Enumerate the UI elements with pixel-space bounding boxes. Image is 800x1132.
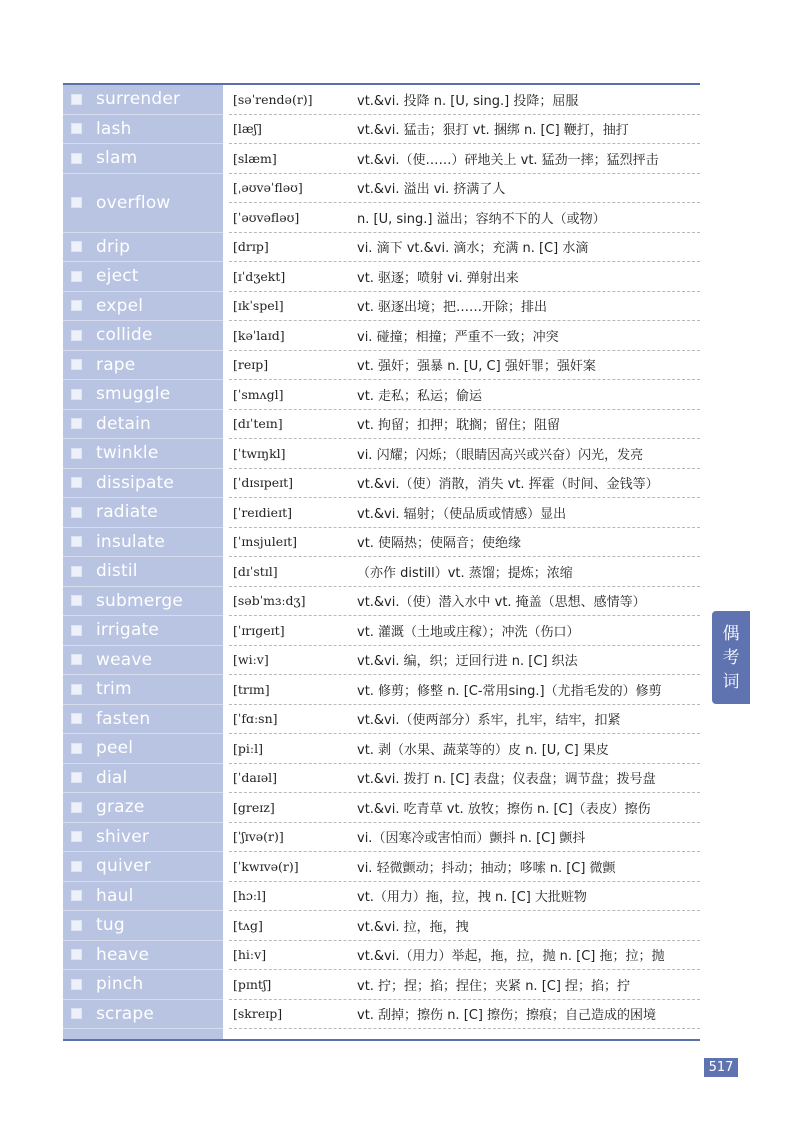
checkbox[interactable]: [71, 153, 82, 164]
definition-line: [229, 203, 700, 233]
headword: radiate: [96, 502, 158, 523]
definition-line: [229, 882, 700, 912]
definition-line: [229, 911, 700, 941]
phonetic: [wiːv]: [233, 652, 269, 668]
headword: slam: [96, 148, 138, 169]
headword: graze: [96, 797, 145, 818]
definition: vt. 驱逐；喷射 vi. 弹射出来: [357, 270, 519, 286]
vocab-row: [63, 1000, 700, 1030]
phonetic: [dɪˈstɪl]: [233, 563, 278, 579]
word-cell: [63, 292, 223, 322]
definition: vt.（用力）拖，拉，拽 n. [C] 大批赃物: [357, 890, 587, 906]
headword: detain: [96, 413, 152, 434]
vocabulary-table: [63, 85, 700, 1039]
definition: vt. 拘留；扣押；耽搁；留住；阻留: [357, 418, 561, 434]
definition-line: [229, 793, 700, 823]
word-cell: [63, 675, 223, 705]
word-cell: [63, 469, 223, 499]
checkbox[interactable]: [71, 654, 82, 665]
definition-line: [229, 764, 700, 794]
vocab-row: [63, 705, 700, 735]
word-cell: [63, 528, 223, 558]
word-cell: [63, 705, 223, 735]
section-tab-char: 考: [722, 647, 740, 668]
definition: vt.&vi.（使……）砰地关上 vt. 猛劲一摔；猛烈抨击: [357, 152, 659, 168]
checkbox[interactable]: [71, 713, 82, 724]
phonetic: [læʃ]: [233, 121, 262, 137]
word-cell: [63, 174, 223, 233]
definition: vt. 拧；捏；掐；捏住；夹紧 n. [C] 捏；掐；拧: [357, 978, 631, 994]
vocab-row: [63, 941, 700, 971]
checkbox[interactable]: [71, 595, 82, 606]
definition: vt. 灌溉（土地或庄稼）；冲洗（伤口）: [357, 624, 580, 640]
definition: vt. 刮掉；擦伤 n. [C] 擦伤；擦痕；自己造成的困境: [357, 1008, 657, 1024]
vocab-row: [63, 439, 700, 469]
word-cell: [63, 941, 223, 971]
headword: twinkle: [96, 443, 159, 464]
vocab-row: [63, 233, 700, 263]
vocab-row: [63, 292, 700, 322]
phonetic: [kəˈlaɪd]: [233, 327, 285, 343]
checkbox[interactable]: [71, 890, 82, 901]
vocab-row: [63, 970, 700, 1000]
checkbox[interactable]: [71, 448, 82, 459]
checkbox[interactable]: [71, 979, 82, 990]
definition-line: [229, 823, 700, 853]
bottom-rule: [63, 1039, 700, 1041]
checkbox[interactable]: [71, 566, 82, 577]
headword: peel: [96, 738, 134, 759]
headword: haul: [96, 885, 134, 906]
vocab-row: [63, 852, 700, 882]
headword: submerge: [96, 590, 183, 611]
phonetic: [reɪp]: [233, 357, 269, 373]
page-number: 517: [704, 1058, 738, 1077]
word-cell: [63, 882, 223, 912]
vocab-row: [63, 911, 700, 941]
phonetic: [dɪˈteɪn]: [233, 416, 283, 432]
word-cell: [63, 115, 223, 145]
definition-line: [229, 941, 700, 971]
phonetic: [hiːv]: [233, 947, 267, 963]
phonetic: [ˈreɪdieɪt]: [233, 504, 292, 520]
vocab-row: [63, 144, 700, 174]
vocab-row: [63, 675, 700, 705]
definition: vt.&vi. 溢出 vi. 挤满了人: [357, 182, 506, 198]
phonetic: [ˈəʊvəfləʊ]: [233, 209, 300, 225]
phonetic: [səbˈmɜːdʒ]: [233, 593, 306, 609]
definition: vt. 驱逐出境；把……开除；排出: [357, 300, 548, 316]
phonetic: [ɪˈdʒekt]: [233, 268, 286, 284]
definition: （亦作 distill）vt. 蒸馏；提炼；浓缩: [357, 565, 573, 581]
headword: quiver: [96, 856, 151, 877]
word-cell: [63, 970, 223, 1000]
word-cell: [63, 1000, 223, 1030]
definition: vt.&vi. 拨打 n. [C] 表盘；仪表盘；调节盘；拨号盘: [357, 772, 656, 788]
vocab-row: [63, 85, 700, 115]
definition: vt.&vi.（使两部分）系牢，扎牢，结牢，扣紧: [357, 713, 621, 729]
checkbox[interactable]: [71, 300, 82, 311]
headword: distil: [96, 561, 138, 582]
definition: vi. 轻微颤动；抖动；抽动；哆嗦 n. [C] 微颤: [357, 860, 616, 876]
checkbox[interactable]: [71, 1008, 82, 1019]
definition: vt.&vi. 拉，拖，拽: [357, 919, 469, 935]
vocab-row: [63, 882, 700, 912]
definition-line: [229, 587, 700, 617]
checkbox[interactable]: [71, 271, 82, 282]
phonetic: [ˈɪrɪgeɪt]: [233, 622, 285, 638]
definition-line: [229, 734, 700, 764]
phonetic: [ˈdɪsɪpeɪt]: [233, 475, 294, 491]
headword: fasten: [96, 708, 151, 729]
headword: irrigate: [96, 620, 160, 641]
word-cell: [63, 557, 223, 587]
definition: vt. 强奸；强暴 n. [U, C] 强奸罪；强奸案: [357, 359, 596, 375]
phonetic: [ˌəʊvəˈfləʊ]: [233, 180, 303, 196]
checkbox[interactable]: [71, 241, 82, 252]
headword: weave: [96, 649, 153, 670]
definition-line: [229, 262, 700, 292]
word-cell: [63, 85, 223, 115]
checkbox[interactable]: [71, 536, 82, 547]
phonetic: [ˈdaɪəl]: [233, 770, 278, 786]
checkbox[interactable]: [71, 389, 82, 400]
headword: overflow: [96, 192, 171, 213]
definition-line: [229, 675, 700, 705]
phonetic: [hɔːl]: [233, 888, 267, 904]
headword: shiver: [96, 826, 150, 847]
headword: insulate: [96, 531, 165, 552]
section-tab-char: 偶: [722, 623, 740, 644]
checkbox[interactable]: [71, 625, 82, 636]
word-cell: [63, 233, 223, 263]
word-cell: [63, 144, 223, 174]
definition: vt. 使隔热；使隔音；使绝缘: [357, 536, 522, 552]
phonetic: [tʌg]: [233, 917, 263, 933]
checkbox[interactable]: [71, 743, 82, 754]
phonetic: [ˈʃɪvə(r)]: [233, 829, 284, 845]
checkbox[interactable]: [71, 477, 82, 488]
word-cell: [63, 380, 223, 410]
headword: heave: [96, 944, 150, 965]
word-cell: [63, 616, 223, 646]
headword: surrender: [96, 89, 181, 110]
vocab-row: [63, 469, 700, 499]
checkbox[interactable]: [71, 359, 82, 370]
checkbox[interactable]: [71, 197, 82, 208]
definition: n. [U, sing.] 溢出；容纳不下的人（或物）: [357, 211, 606, 227]
checkbox[interactable]: [71, 418, 82, 429]
headword: smuggle: [96, 384, 171, 405]
phonetic: [ˈkwɪvə(r)]: [233, 858, 299, 874]
section-tab-char: 词: [722, 671, 740, 692]
definition: vt. 修剪；修整 n. [C-常用sing.]（尤指毛发的）修剪: [357, 683, 662, 699]
phonetic: [ˈfɑːsn]: [233, 711, 278, 727]
definition-line: [229, 292, 700, 322]
word-cell: [63, 646, 223, 676]
definition-line: [229, 174, 700, 204]
headword: collide: [96, 325, 153, 346]
headword: pinch: [96, 974, 144, 995]
definition-line: [229, 351, 700, 381]
vocab-row: [63, 764, 700, 794]
vocab-row: [63, 646, 700, 676]
word-cell: [63, 852, 223, 882]
phonetic: [greɪz]: [233, 799, 275, 815]
definition: vi.（因寒冷或害怕而）颤抖 n. [C] 颤抖: [357, 831, 586, 847]
word-cell: [63, 439, 223, 469]
headword: dial: [96, 767, 128, 788]
checkbox[interactable]: [71, 123, 82, 134]
word-cell: [63, 587, 223, 617]
word-cell: [63, 498, 223, 528]
word-cell: [63, 764, 223, 794]
definition-line: [229, 144, 700, 174]
word-cell: [63, 321, 223, 351]
section-tab[interactable]: [712, 611, 750, 704]
definition: vi. 闪耀；闪烁；（眼睛因高兴或兴奋）闪光，发亮: [357, 447, 644, 463]
vocab-row: [63, 528, 700, 558]
phonetic: [slæm]: [233, 150, 277, 166]
headword: tug: [96, 915, 125, 936]
vocab-row: [63, 380, 700, 410]
definition-line: [229, 557, 700, 587]
definition-line: [229, 380, 700, 410]
checkbox[interactable]: [71, 949, 82, 960]
vocab-row: [63, 823, 700, 853]
phonetic: [skreɪp]: [233, 1006, 283, 1022]
vocab-row: [63, 174, 700, 233]
vocab-row: [63, 321, 700, 351]
word-cell: [63, 793, 223, 823]
headword: drip: [96, 236, 131, 257]
definition: vi. 碰撞；相撞；严重不一致；冲突: [357, 329, 559, 345]
definition-line: [229, 970, 700, 1000]
phonetic: [trɪm]: [233, 681, 270, 697]
definition: vt.&vi.（用力）举起，拖，拉，抛 n. [C] 拖；拉；抛: [357, 949, 665, 965]
definition: vt.&vi.（使）消散，消失 vt. 挥霍（时间、金钱等）: [357, 477, 659, 493]
headword: trim: [96, 679, 132, 700]
definition-line: [229, 528, 700, 558]
checkbox[interactable]: [71, 861, 82, 872]
vocab-row: [63, 351, 700, 381]
word-cell: [63, 262, 223, 292]
headword: expel: [96, 295, 144, 316]
vocab-row: [63, 115, 700, 145]
checkbox[interactable]: [71, 330, 82, 341]
definition-line: [229, 705, 700, 735]
definition-line: [229, 498, 700, 528]
definition-line: [229, 469, 700, 499]
vocab-row: [63, 616, 700, 646]
definition: vt. 走私；私运；偷运: [357, 388, 483, 404]
definition: vt.&vi. 猛击；狠打 vt. 捆绑 n. [C] 鞭打，抽打: [357, 123, 629, 139]
headword: rape: [96, 354, 136, 375]
headword: eject: [96, 266, 139, 287]
definition-line: [229, 115, 700, 145]
phonetic: [ˈtwɪŋkl]: [233, 445, 286, 461]
vocab-row: [63, 557, 700, 587]
checkbox[interactable]: [71, 772, 82, 783]
definition-line: [229, 85, 700, 115]
phonetic: [piːl]: [233, 740, 263, 756]
vocab-row: [63, 262, 700, 292]
definition: vt.&vi. 吃青草 vt. 放牧；擦伤 n. [C]（表皮）擦伤: [357, 801, 651, 817]
phonetic: [ˈsmʌgl]: [233, 386, 284, 402]
word-cell: [63, 911, 223, 941]
definition-line: [229, 233, 700, 263]
checkbox[interactable]: [71, 507, 82, 518]
vocab-row: [63, 410, 700, 440]
word-cell: [63, 734, 223, 764]
checkbox[interactable]: [71, 920, 82, 931]
phonetic: [pɪntʃ]: [233, 976, 272, 992]
definition-line: [229, 616, 700, 646]
definition-line: [229, 1000, 700, 1030]
phonetic: [səˈrendə(r)]: [233, 91, 313, 107]
headword: lash: [96, 118, 132, 139]
headword: scrape: [96, 1003, 155, 1024]
definition-line: [229, 852, 700, 882]
checkbox[interactable]: [71, 94, 82, 105]
vocab-row: [63, 498, 700, 528]
definition: vt.&vi. 投降 n. [U, sing.] 投降；屈服: [357, 93, 579, 109]
vocab-row: [63, 587, 700, 617]
headword: dissipate: [96, 472, 175, 493]
checkbox[interactable]: [71, 802, 82, 813]
phonetic: [drɪp]: [233, 239, 269, 255]
definition: vt.&vi.（使）潜入水中 vt. 掩盖（思想、感情等）: [357, 595, 646, 611]
definition-line: [229, 410, 700, 440]
definition-line: [229, 439, 700, 469]
word-cell: [63, 410, 223, 440]
definition: vt. 剥（水果、蔬菜等的）皮 n. [U, C] 果皮: [357, 742, 609, 758]
vocab-row: [63, 793, 700, 823]
definition: vi. 滴下 vt.&vi. 滴水；充满 n. [C] 水滴: [357, 241, 589, 257]
definition-line: [229, 321, 700, 351]
phonetic: [ˈɪnsjuleɪt]: [233, 534, 297, 550]
checkbox[interactable]: [71, 684, 82, 695]
word-cell: [63, 351, 223, 381]
definition: vt.&vi. 辐射；（使品质或情感）显出: [357, 506, 567, 522]
definition: vt.&vi. 编，织；迂回行进 n. [C] 织法: [357, 654, 578, 670]
checkbox[interactable]: [71, 831, 82, 842]
vocab-row: [63, 734, 700, 764]
phonetic: [ɪkˈspel]: [233, 298, 284, 314]
word-cell: [63, 823, 223, 853]
definition-line: [229, 646, 700, 676]
